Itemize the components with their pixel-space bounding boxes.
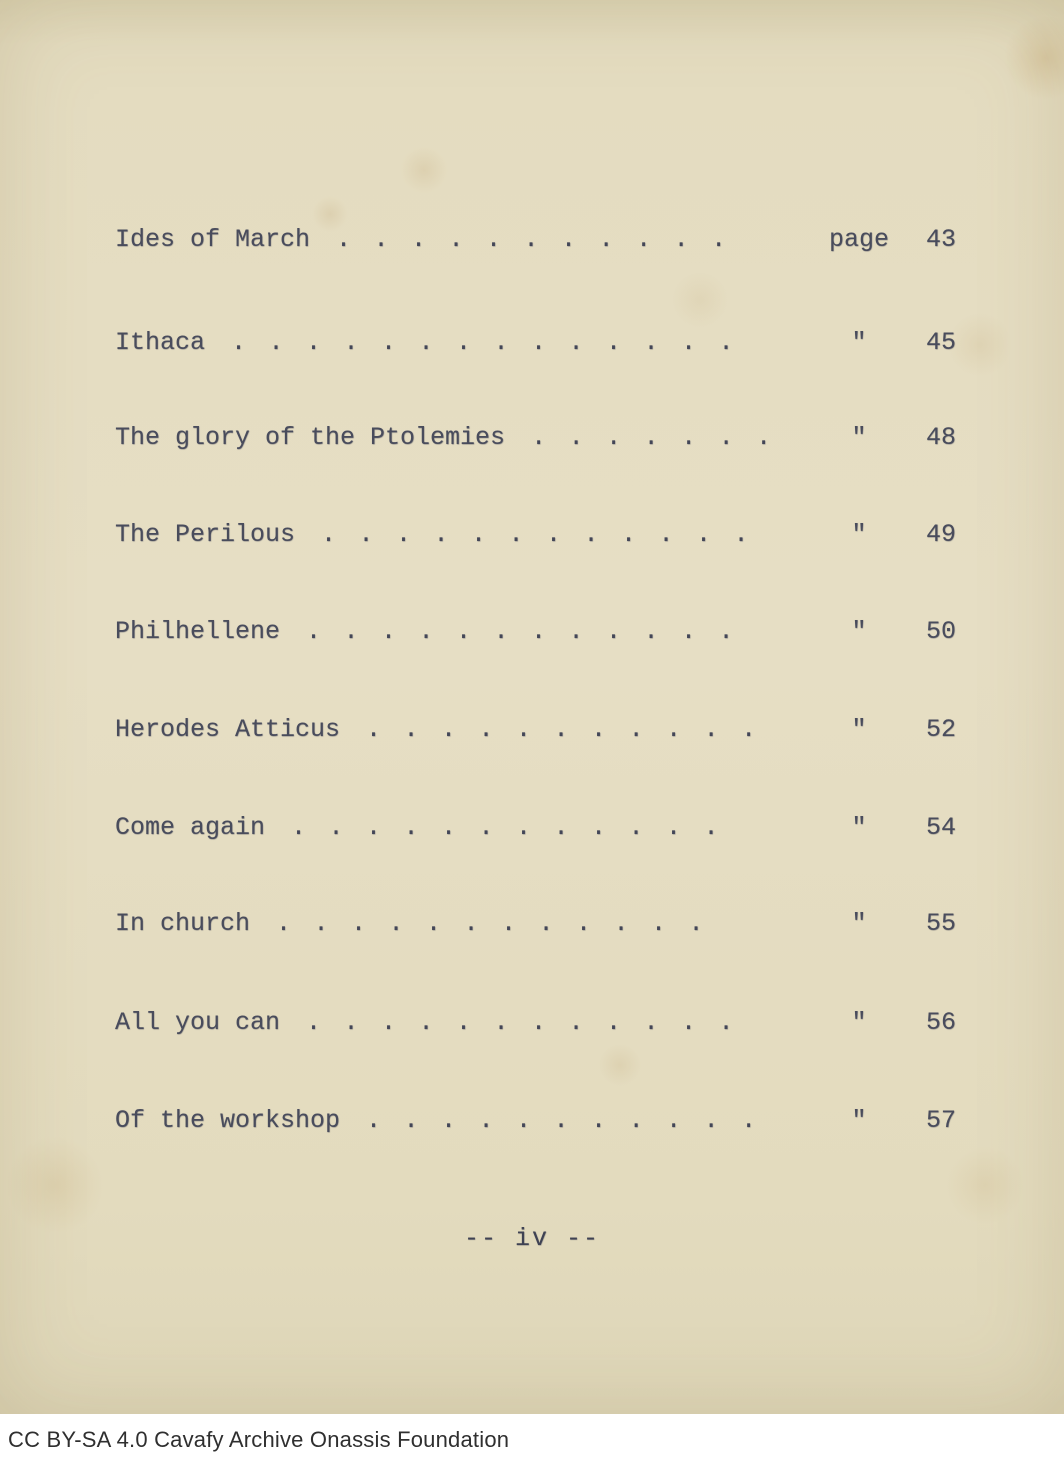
entry-title: Ithaca bbox=[115, 328, 206, 357]
page-number: 52 bbox=[925, 715, 956, 744]
ditto-mark: " bbox=[851, 328, 867, 357]
dot-leader: ........... bbox=[336, 225, 749, 254]
license-text: CC BY-SA 4.0 Cavafy Archive Onassis Foundation bbox=[8, 1427, 510, 1452]
toc-entry bbox=[115, 909, 956, 939]
ditto-mark: " bbox=[851, 813, 867, 842]
entry-title: Herodes Atticus bbox=[115, 715, 341, 744]
toc-entry bbox=[115, 328, 956, 358]
entry-title: In church bbox=[115, 909, 251, 938]
entry-title: The glory of the Ptolemies bbox=[115, 423, 506, 452]
toc-entry bbox=[115, 617, 956, 647]
ditto-mark: " bbox=[851, 617, 867, 646]
page-number: 54 bbox=[925, 813, 956, 842]
dot-leader: .............. bbox=[231, 328, 757, 357]
ditto-mark: " bbox=[851, 909, 867, 938]
ditto-mark: " bbox=[851, 715, 867, 744]
entry-title: Of the workshop bbox=[115, 1106, 341, 1135]
entry-title: Philhellene bbox=[115, 617, 281, 646]
entry-title: All you can bbox=[115, 1008, 281, 1037]
toc-entry bbox=[115, 1106, 956, 1136]
ditto-mark: " bbox=[851, 1106, 867, 1135]
toc-entry bbox=[115, 423, 956, 453]
page-number: 50 bbox=[925, 617, 956, 646]
license-attribution-bar bbox=[0, 1414, 1064, 1466]
dot-leader: ........... bbox=[366, 1106, 779, 1135]
page-number: 48 bbox=[925, 423, 956, 452]
toc-entry bbox=[115, 520, 956, 550]
page-label: page bbox=[828, 225, 889, 254]
dot-leader: ....... bbox=[531, 423, 794, 452]
page-number: 57 bbox=[925, 1106, 956, 1135]
dot-leader: ............ bbox=[306, 1008, 757, 1037]
ditto-mark: " bbox=[851, 520, 867, 549]
page-number: 49 bbox=[925, 520, 956, 549]
entry-title: Come again bbox=[115, 813, 266, 842]
page-number: 55 bbox=[925, 909, 956, 938]
entry-title: Ides of March bbox=[115, 225, 311, 254]
toc-entry bbox=[115, 715, 956, 745]
ditto-mark: " bbox=[851, 423, 867, 452]
page-number: 45 bbox=[925, 328, 956, 357]
page-number: 56 bbox=[925, 1008, 956, 1037]
toc-entry bbox=[115, 813, 956, 843]
dot-leader: ............ bbox=[276, 909, 727, 938]
entry-title: The Perilous bbox=[115, 520, 296, 549]
page-footer-numeral: -- iv -- bbox=[463, 1224, 601, 1253]
ditto-mark: " bbox=[851, 1008, 867, 1037]
dot-leader: ............ bbox=[306, 617, 757, 646]
page-number: 43 bbox=[925, 225, 956, 254]
dot-leader: ........... bbox=[366, 715, 779, 744]
toc-entry bbox=[115, 225, 956, 255]
dot-leader: ............ bbox=[291, 813, 742, 842]
dot-leader: ............ bbox=[321, 520, 772, 549]
toc-entry bbox=[115, 1008, 956, 1038]
